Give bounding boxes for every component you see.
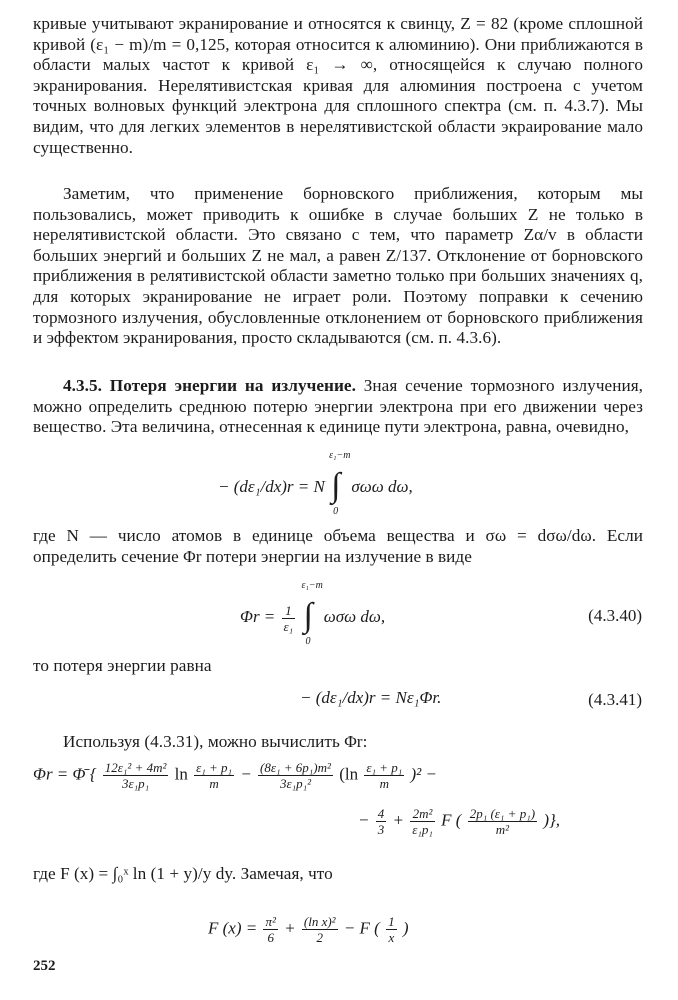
eq4-fraction-7: $\frac{\text{2p₁ (ε₁ + p₁)}}{\text{m²}}$ [469,806,536,837]
eq4-fraction-3: $\frac{\text{(8ε₁ + 6p₁)m²}}{\text{3ε₁p₁²}}$ [260,760,331,791]
eq5-plus: + [284,918,296,938]
eq4-minus: − [240,764,252,784]
integral-sign: ∫ ε₁−m 0 [329,450,351,517]
integral-sign: ∫ ε₁−m 0 [301,580,323,647]
equation-phi-r-line-1 [33,760,437,791]
eq4-ln: ln [174,764,188,784]
paragraph-using-formula: Используя (4.3.31), можно вычислить Φr: [63,732,368,751]
eq1-upper-limit: ε₁−m [329,450,351,461]
eq2-lower-limit: 0 [305,636,311,647]
equation-energy-loss-integral [218,450,413,517]
equation-4-3-40 [240,580,386,647]
eq1-lhs: − (dε₁/dx)r = N [218,476,325,496]
eq5-fraction-3: $\frac{1}{x}$ [388,914,395,945]
eq4-line2-minus: − [358,810,370,830]
eq2-rhs: ωσω dω, [323,606,386,626]
eq4-fraction-5: $\frac{4}{3}$ [377,806,385,837]
equation-4-3-41: − (dε₁/dx)r = Nε₁Φr. [300,688,442,707]
eq5-fraction-2: $\frac{\text{(ln x)²}}{2}$ [303,914,336,945]
page-number: 252 [33,958,56,974]
eq4-fraction-2: $\frac{\text{ε₁ + p₁}}{m}$ [196,760,233,791]
eq2-upper-limit: ε₁−m [301,580,323,591]
paragraph-energy-loss-equals: то потеря энергии равна [33,656,212,675]
eq4-plus: + [392,810,404,830]
paragraph-energy-loss [33,376,643,438]
section-heading-4-3-5: 4.3.5. Потеря энергии на излучение. [63,376,356,395]
eq5-end: ) [402,918,409,938]
eq2-fraction: $\frac{1}{\text{ε₁}}$ [283,602,294,634]
eq4-fraction-6: $\frac{\text{2m²}}{\text{ε₁p₁}}$ [412,806,433,837]
paragraph-definitions: где N — число атомов в единице объема вещества и σω = dσω/dω. Если определить сечение Φr потери энергии на излучение в виде [33,526,643,566]
eq1-rhs: σωω dω, [351,476,413,496]
paragraph-born-approximation: Заметим, что применение борновского приближения, которым мы пользовались, может приводить к ошибке в случае больших Z не только в нерелятивистской области. Это связано с тем, что параметр Zα/v в области больших энергий и больших Z не мал, а равен Z/137. Отклонение от борновского приближения в релятивистской области заметно только при больших значениях q, для которых экранирование не играет роли. Поэтому поправки к сечению тормозного излучения, обусловленные отклонением от борновского приближения и эффектом экранирования, просто складываются (см. п. 4.3.6). [33,184,643,348]
eq5-tail: − F ( [343,918,380,938]
equation-F-identity [208,914,409,945]
paragraph-F-definition: где F (x) = ∫₀ˣ ln (1 + y)/y dy. Замечая, что [33,864,333,883]
eq4-tail: )² − [410,764,437,784]
eq4-lhs: Φr = Φ̄ { [33,764,97,784]
paragraph-screening-curves: кривые учитывают экранирование и относятся к свинцу, Z = 82 (кроме сплошной кривой (ε₁ − m)/m = 0,125, которая относится к алюминию). Они приближаются в области малых частот к кривой ε₁ → ∞, относящейся к случаю полного экранирования. Нерелятивистская кривая для алюминия построена с учетом точных волновых функций электрона для сплошного спектра (см. п. 4.3.7). Мы видим, что для легких элементов в нерелятивистской области экраирование мало существенно. [33,14,643,157]
eq4-fraction-1: $\frac{\text{12ε₁² + 4m²}}{\text{3ε₁p₁}}$ [104,760,167,791]
eq5-fraction-1: $\frac{\text{π²}}{6}$ [265,914,276,945]
equation-number-4-3-40: (4.3.40) [588,606,642,625]
eq4-ln-2: (ln [339,764,359,784]
equation-number-4-3-41: (4.3.41) [588,690,642,709]
eq4-fraction-4: $\frac{\text{ε₁ + p₁}}{m}$ [366,760,403,791]
eq4-end: )}, [543,810,561,830]
eq4-F: F ( [441,810,462,830]
eq5-lhs: F (x) = [208,918,258,938]
section-text: Зная сечение тормозного излучения, можно определить среднюю потерю энергии электрона при его движении через вещество. Эта величина, отнесенная к единице пути электрона, равна, очевидно, [33,376,643,437]
equation-phi-r-line-2 [358,806,560,837]
eq2-lhs: Φr = [240,606,276,626]
eq1-lower-limit: 0 [333,506,339,517]
